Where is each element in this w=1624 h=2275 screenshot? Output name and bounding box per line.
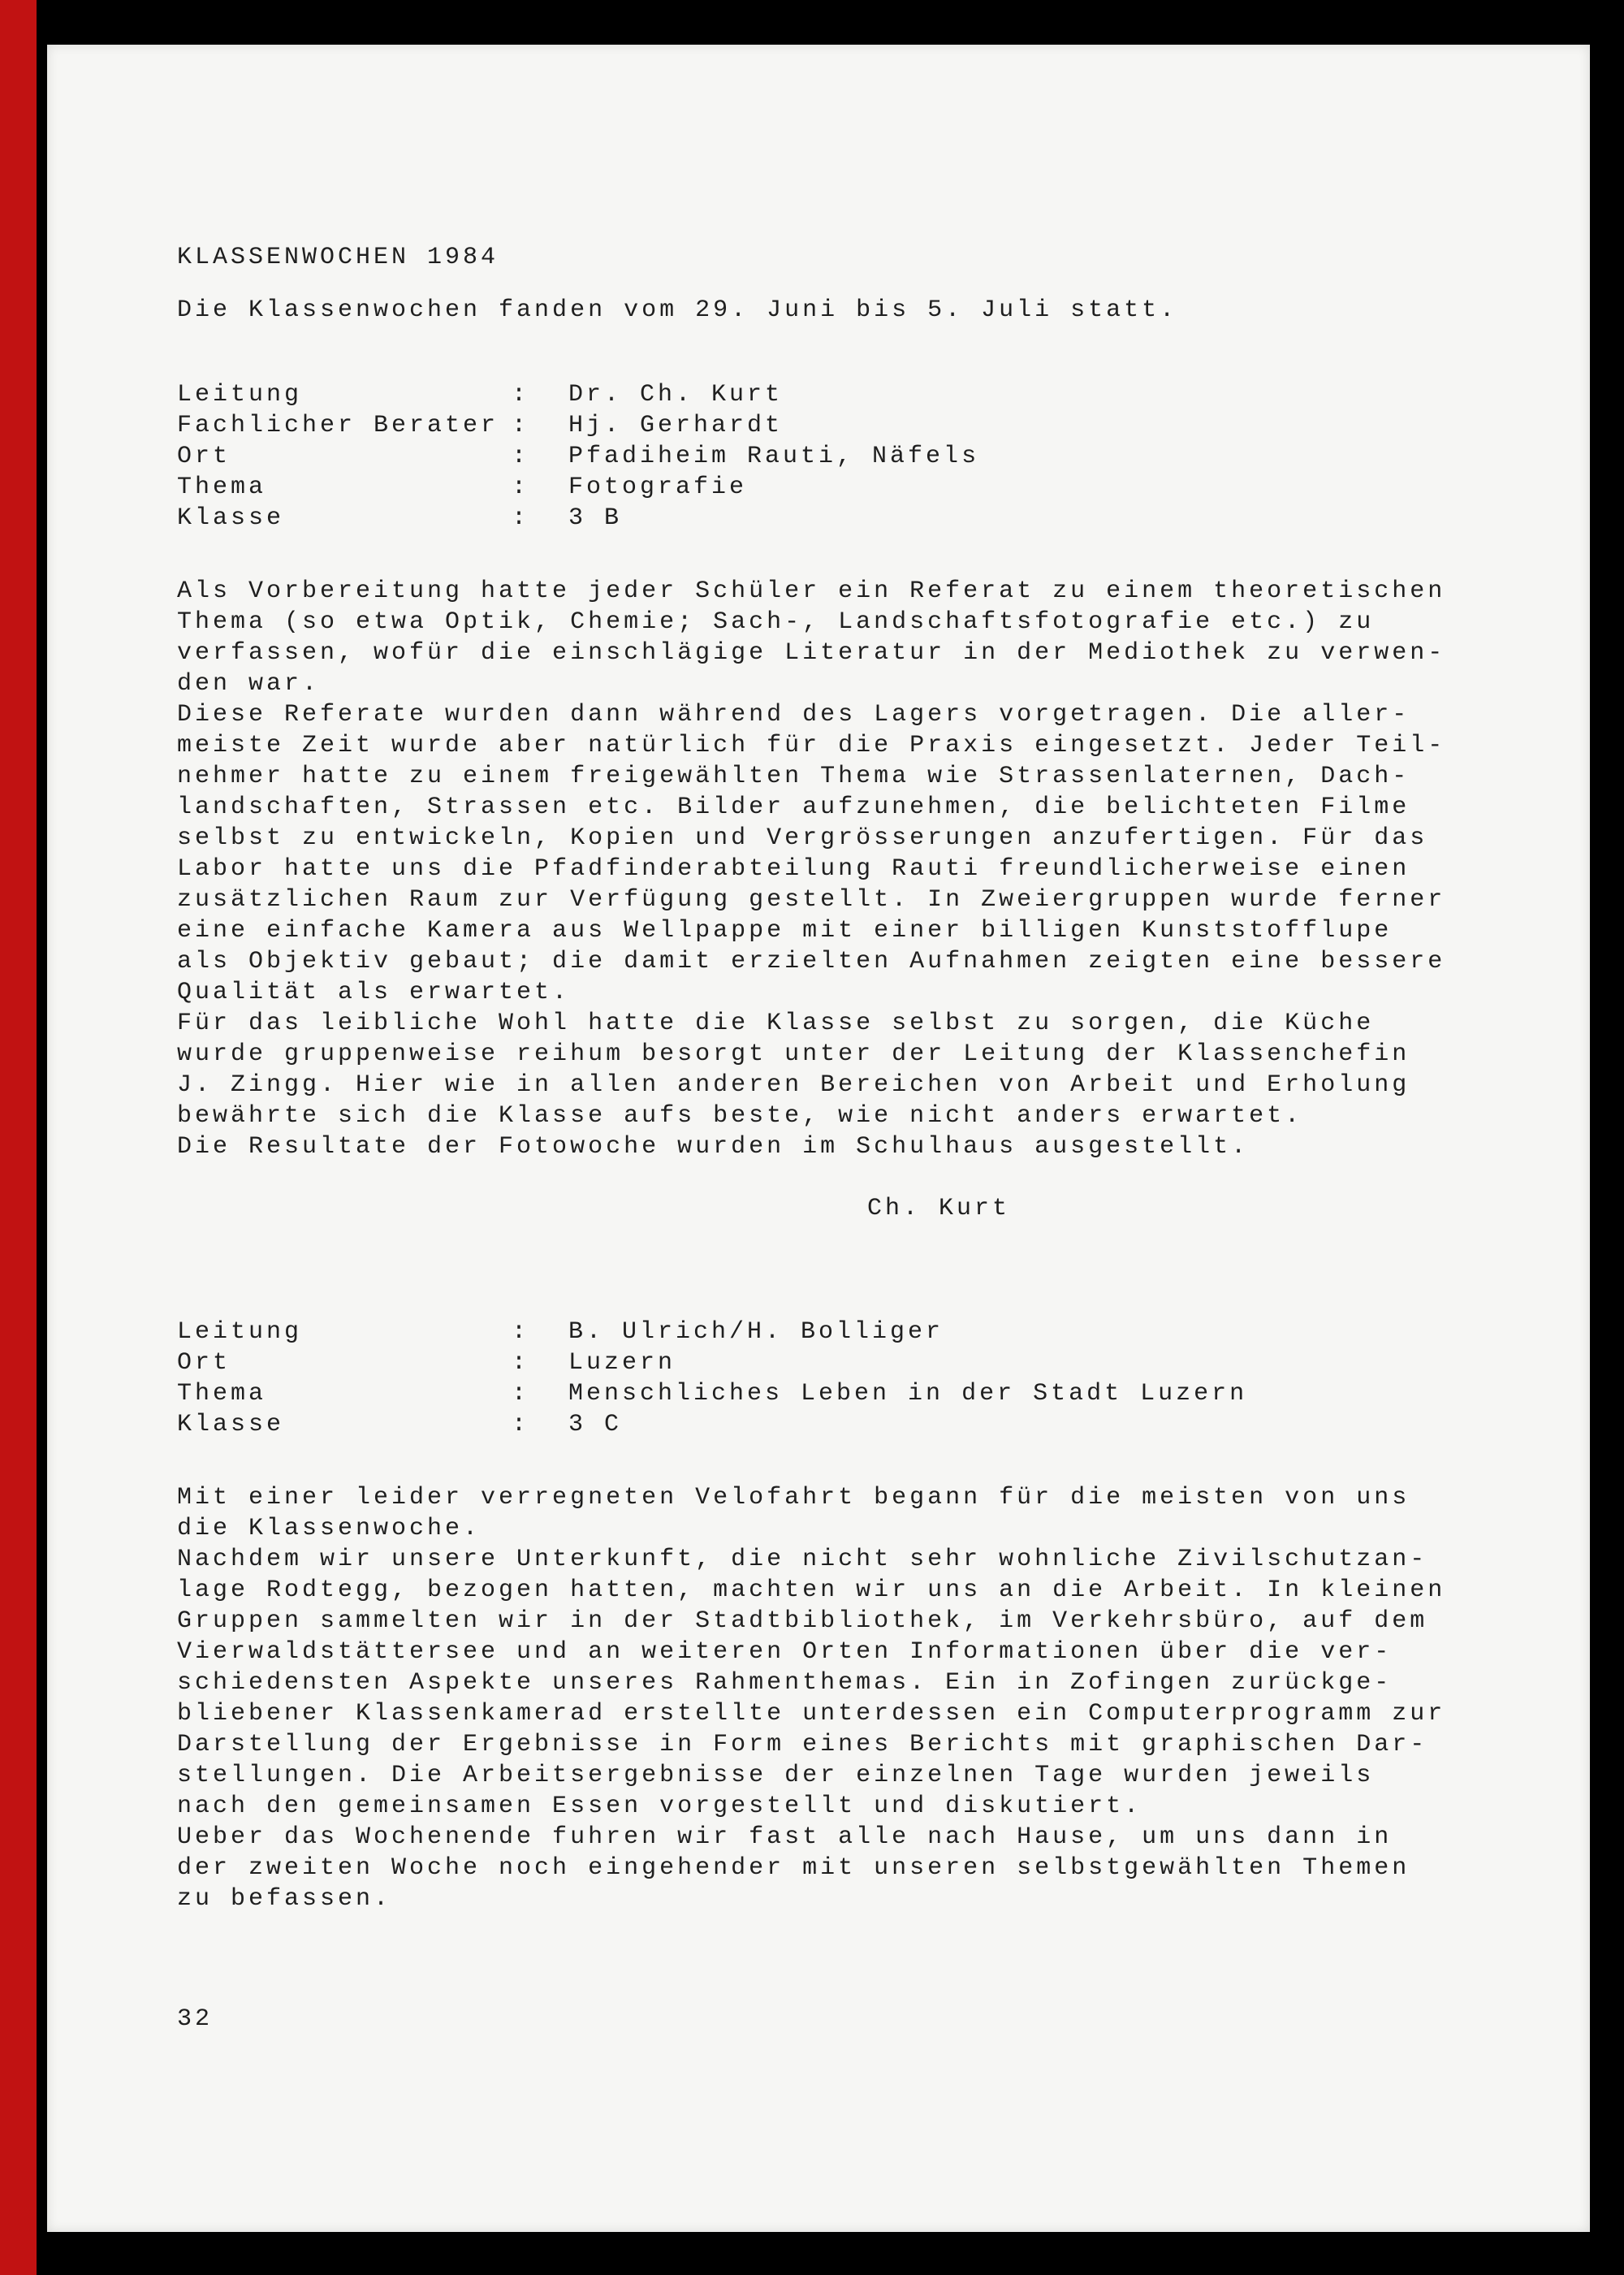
meta-label: Klasse	[177, 1411, 285, 1438]
meta-label: Ort	[177, 443, 231, 470]
meta-row-leitung	[177, 1317, 1468, 1347]
text-line: Thema (so etwa Optik, Chemie; Sach-, Landschaftsfotografie etc.) zu	[177, 608, 1375, 636]
meta-colon: :	[512, 1349, 530, 1377]
text-line: als Objektiv gebaut; die damit erzielten Aufnahmen zeigten eine bessere	[177, 948, 1446, 975]
text-line: landschaften, Strassen etc. Bilder aufzunehmen, die belichteten Filme	[177, 794, 1410, 821]
meta-label: Fachlicher Berater	[177, 412, 499, 439]
meta-colon: :	[512, 1380, 530, 1408]
meta-row-thema	[177, 472, 1468, 503]
text-line: stellungen. Die Arbeitsergebnisse der einzelnen Tage wurden jeweils	[177, 1762, 1375, 1789]
meta-row-leitung	[177, 379, 1468, 410]
text-line: lage Rodtegg, bezogen hatten, machten wir uns an die Arbeit. In kleinen	[177, 1576, 1446, 1604]
meta-row-ort	[177, 441, 1468, 472]
meta-label: Leitung	[177, 1318, 303, 1346]
text-line: Die Resultate der Fotowoche wurden im Schulhaus ausgestellt.	[177, 1133, 1250, 1161]
text-line: bliebener Klassenkamerad erstellte unterdessen ein Computerprogramm zur	[177, 1700, 1446, 1728]
meta-row-ort	[177, 1347, 1468, 1378]
signature-ch-kurt: Ch. Kurt	[867, 1195, 1011, 1222]
page-number: 32	[177, 2005, 214, 2033]
meta-value: Luzern	[568, 1349, 676, 1377]
document-title: KLASSENWOCHEN 1984	[177, 244, 499, 271]
metadata-table-1	[177, 379, 1468, 534]
meta-colon: :	[512, 474, 530, 501]
meta-colon: :	[512, 443, 530, 470]
meta-row-klasse	[177, 1409, 1468, 1440]
text-line: meiste Zeit wurde aber natürlich für die Praxis eingesetzt. Jeder Teil-	[177, 732, 1446, 759]
scanned-page	[47, 45, 1590, 2232]
meta-colon: :	[512, 504, 530, 532]
text-line: selbst zu entwickeln, Kopien und Vergrösserungen anzufertigen. Für das	[177, 824, 1428, 852]
text-line: den war.	[177, 670, 321, 698]
meta-row-fachlicher-berater	[177, 410, 1468, 441]
text-line: Gruppen sammelten wir in der Stadtbibliothek, im Verkehrsbüro, auf dem	[177, 1607, 1428, 1635]
body-text-block-1	[177, 576, 1468, 1162]
meta-value: Pfadiheim Rauti, Näfels	[568, 443, 980, 470]
text-line: wurde gruppenweise reihum besorgt unter der Leitung der Klassenchefin	[177, 1040, 1410, 1068]
meta-value: Menschliches Leben in der Stadt Luzern	[568, 1380, 1248, 1408]
meta-label: Thema	[177, 474, 267, 501]
text-line: Ueber das Wochenende fuhren wir fast alle nach Hause, um uns dann in	[177, 1823, 1393, 1851]
meta-colon: :	[512, 381, 530, 409]
text-line: bewährte sich die Klasse aufs beste, wie nicht anders erwartet.	[177, 1102, 1303, 1130]
text-line: Diese Referate wurden dann während des Lagers vorgetragen. Die aller-	[177, 701, 1410, 729]
text-line: nach den gemeinsamen Essen vorgestellt und diskutiert.	[177, 1793, 1142, 1820]
text-line: die Klassenwoche.	[177, 1515, 482, 1542]
text-line: Labor hatte uns die Pfadfinderabteilung Rauti freundlicherweise einen	[177, 855, 1410, 883]
meta-colon: :	[512, 1411, 530, 1438]
body-text-block-2	[177, 1482, 1468, 1914]
text-line: Als Vorbereitung hatte jeder Schüler ein Referat zu einem theoretischen	[177, 577, 1446, 605]
text-line: Für das leibliche Wohl hatte die Klasse selbst zu sorgen, die Küche	[177, 1010, 1375, 1037]
text-line: der zweiten Woche noch eingehender mit unseren selbstgewählten Themen	[177, 1854, 1410, 1882]
meta-colon: :	[512, 1318, 530, 1346]
meta-value: 3 C	[568, 1411, 623, 1438]
meta-label: Leitung	[177, 381, 303, 409]
metadata-table-2	[177, 1317, 1468, 1440]
text-line: eine einfache Kamera aus Wellpappe mit einer billigen Kunststofflupe	[177, 917, 1393, 945]
text-line: nehmer hatte zu einem freigewählten Thema wie Strassenlaternen, Dach-	[177, 763, 1410, 790]
text-line: Mit einer leider verregneten Velofahrt begann für die meisten von uns	[177, 1484, 1410, 1512]
meta-value: B. Ulrich/H. Bolliger	[568, 1318, 944, 1346]
text-line: Darstellung der Ergebnisse in Form eines Berichts mit graphischen Dar-	[177, 1731, 1428, 1758]
red-binding-strip	[0, 0, 37, 2275]
meta-value: 3 B	[568, 504, 623, 532]
meta-label: Ort	[177, 1349, 231, 1377]
meta-value: Hj. Gerhardt	[568, 412, 784, 439]
text-line: J. Zingg. Hier wie in allen anderen Bereichen von Arbeit und Erholung	[177, 1071, 1410, 1099]
meta-value: Dr. Ch. Kurt	[568, 381, 784, 409]
intro-line: Die Klassenwochen fanden vom 29. Juni bis 5. Juli statt.	[177, 296, 1178, 324]
meta-value: Fotografie	[568, 474, 748, 501]
meta-row-thema	[177, 1378, 1468, 1409]
text-line: zusätzlichen Raum zur Verfügung gestellt. In Zweiergruppen wurde ferner	[177, 886, 1446, 914]
text-line: Nachdem wir unsere Unterkunft, die nicht sehr wohnliche Zivilschutzan-	[177, 1546, 1428, 1573]
text-line: Qualität als erwartet.	[177, 979, 571, 1006]
text-line: zu befassen.	[177, 1885, 392, 1913]
meta-row-klasse	[177, 503, 1468, 534]
text-line: Vierwaldstättersee und an weiteren Orten Informationen über die ver-	[177, 1638, 1393, 1666]
text-line: verfassen, wofür die einschlägige Literatur in der Mediothek zu verwen-	[177, 639, 1446, 667]
text-line: schiedensten Aspekte unseres Rahmenthemas. Ein in Zofingen zurückge-	[177, 1669, 1393, 1697]
meta-colon: :	[512, 412, 530, 439]
meta-label: Thema	[177, 1380, 267, 1408]
meta-label: Klasse	[177, 504, 285, 532]
